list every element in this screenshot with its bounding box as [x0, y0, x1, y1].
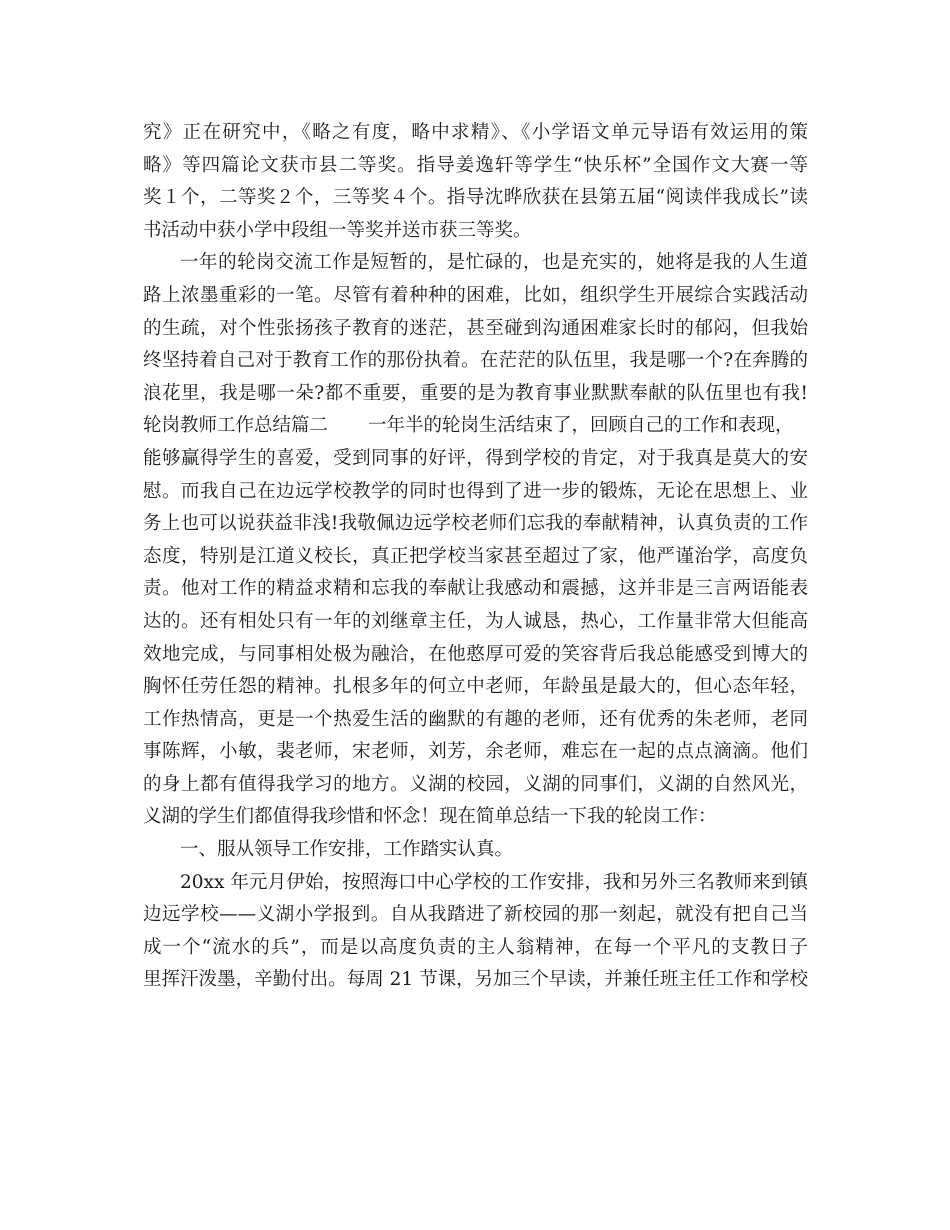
document-line — [143, 801, 808, 834]
document-line — [143, 867, 808, 900]
document-line — [143, 443, 808, 476]
document-line — [143, 671, 808, 704]
document-line — [143, 182, 808, 215]
line-text: 的生疏，对个性张扬孩子教育的迷茫，甚至碰到沟通困难家长时的郁闷，但我始 — [143, 317, 808, 339]
line-text: 的身上都有值得我学习的地方。义湖的校园，义湖的同事们，义湖的自然风光， — [143, 773, 808, 795]
document-line — [143, 932, 808, 965]
document-line — [143, 410, 808, 443]
line-text: 一年的轮岗交流工作是短暂的，是忙碌的，也是充实的，她将是我的人生道 — [180, 252, 808, 274]
document-line — [143, 508, 808, 541]
line-text: 20xx 年元月伊始，按照海口中心学校的工作安排，我和另外三名教师来到镇 — [180, 871, 808, 893]
document-line — [143, 606, 808, 639]
line-text: 事陈辉，小敏，裴老师，宋老师，刘芳，余老师，难忘在一起的点点滴滴。他们 — [143, 741, 808, 763]
line-text: 里挥汗泼墨，辛勤付出。每周 21 节课，另加三个早读，并兼任班主任工作和学校 — [143, 969, 808, 991]
document-line — [143, 639, 808, 672]
line-text: 略》等四篇论文获市县二等奖。指导姜逸轩等学生“快乐杯”全国作文大赛一等 — [143, 154, 808, 176]
line-text: 工作热情高，更是一个热爱生活的幽默的有趣的老师，还有优秀的朱老师，老同 — [143, 708, 808, 730]
line-text: 路上浓墨重彩的一笔。尽管有着种种的困难，比如，组织学生开展综合实践活动 — [143, 284, 808, 306]
document-line — [143, 541, 808, 574]
line-text: 义湖的学生们都值得我珍惜和怀念！现在简单总结一下我的轮岗工作： — [143, 806, 717, 828]
line-text: 胸怀任劳任怨的精神。扎根多年的何立中老师，年龄虽是最大的，但心态年轻， — [143, 676, 808, 698]
document-line — [143, 117, 808, 150]
document-line — [143, 899, 808, 932]
document-line — [143, 313, 808, 346]
line-text: 态度，特别是江道义校长，真正把学校当家甚至超过了家，他严谨治学，高度负 — [143, 545, 808, 567]
line-text: 成一个“流水的兵”，而是以高度负责的主人翁精神，在每一个平凡的支教日子 — [143, 936, 808, 958]
document-line — [143, 736, 808, 769]
line-text: 奖１个，二等奖２个，三等奖４个。指导沈晔欣获在县第五届“阅读伴我成长”读 — [143, 187, 808, 209]
line-text: 能够赢得学生的喜爱，受到同事的好评，得到学校的肯定，对于我真是莫大的安 — [143, 447, 808, 469]
document-line — [143, 280, 808, 313]
document-line — [143, 247, 808, 280]
line-text: 边远学校——义湖小学报到。自从我踏进了新校园的那一刻起，就没有把自己当 — [143, 904, 808, 926]
line-text: 达的。还有相处只有一年的刘继章主任，为人诚恳，热心，工作量非常大但能高 — [143, 610, 808, 632]
document-line — [143, 215, 808, 248]
document-line — [143, 704, 808, 737]
document-line — [143, 769, 808, 802]
line-text-tail: 一年半的轮岗生活结束了，回顾自己的工作和表现， — [368, 415, 794, 437]
document-line — [143, 345, 808, 378]
line-text: 浪花里，我是哪一朵?都不重要，重要的是为教育事业默默奉献的队伍里也有我! — [143, 382, 808, 404]
line-text: 务上也可以说获益非浅!我敬佩边远学校老师们忘我的奉献精神，认真负责的工作 — [143, 513, 808, 535]
document-line — [143, 476, 808, 509]
line-text: 轮岗教师工作总结篇二 — [143, 415, 329, 437]
document-line — [143, 964, 808, 997]
line-text: 书活动中获小学中段组一等奖并送市获三等奖。 — [143, 219, 532, 241]
document-line — [143, 150, 808, 183]
document-line — [143, 378, 808, 411]
document-line — [143, 834, 808, 867]
line-text: 终坚持着自己对于教育工作的那份执着。在茫茫的队伍里，我是哪一个?在奔腾的 — [143, 350, 808, 372]
line-text: 究》正在研究中，《略之有度，略中求精》、《小学语文单元导语有效运用的策 — [143, 122, 808, 143]
document-body — [143, 117, 808, 997]
line-text: 一、服从领导工作安排，工作踏实认真。 — [180, 839, 514, 861]
line-text: 效地完成，与同事相处极为融洽，在他憨厚可爱的笑容背后我总能感受到博大的 — [143, 643, 808, 665]
line-text: 责。他对工作的精益求精和忘我的奉献让我感动和震撼，这并非是三言两语能表 — [143, 578, 808, 600]
document-line — [143, 573, 808, 606]
line-text: 慰。而我自己在边远学校教学的同时也得到了进一步的锻炼，无论在思想上、业 — [143, 480, 808, 502]
